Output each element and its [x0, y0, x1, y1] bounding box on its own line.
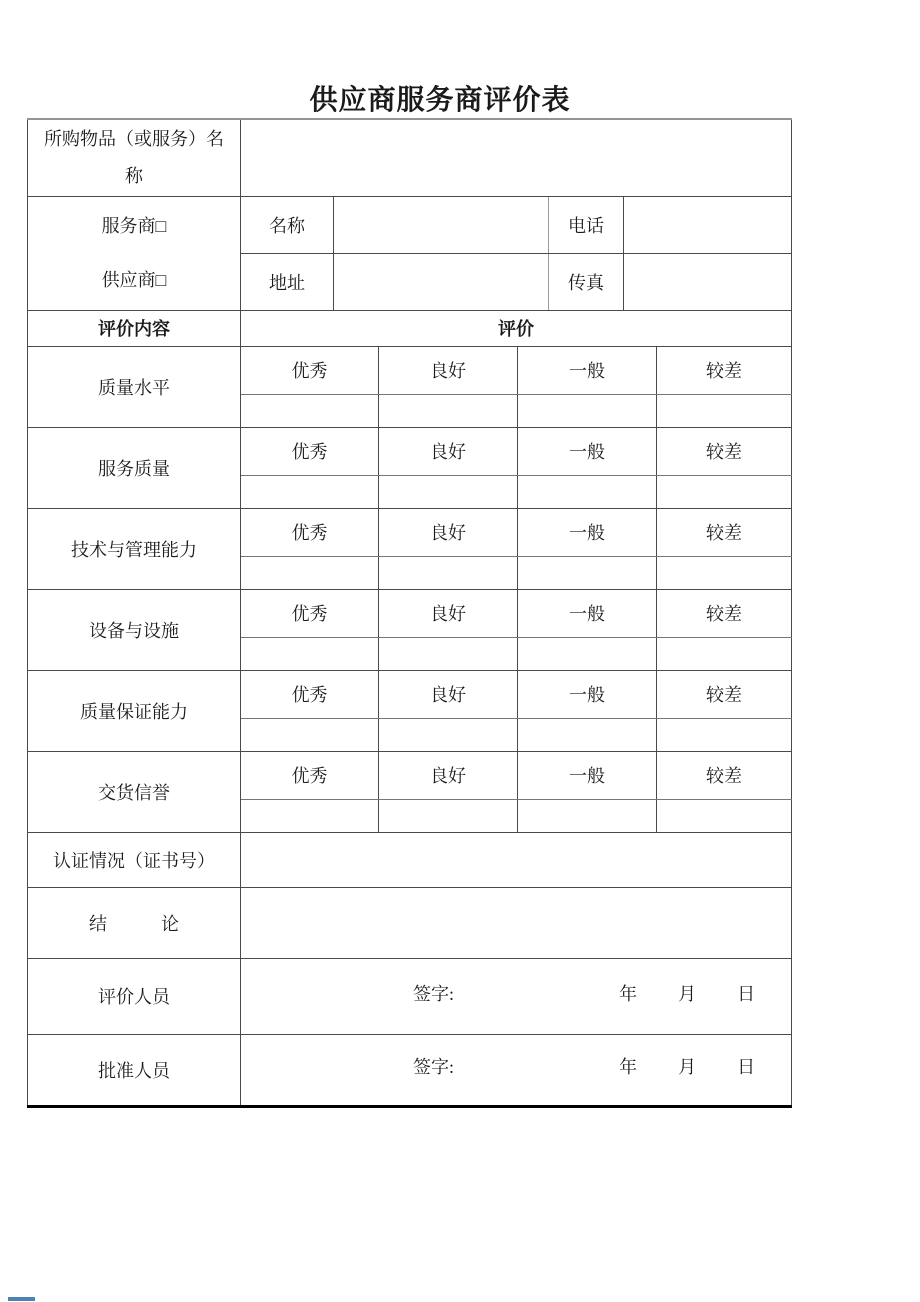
- eval-content-header: 评价内容: [28, 310, 241, 346]
- rating-mark-cell[interactable]: [241, 637, 379, 670]
- rating-mark-cell[interactable]: [379, 556, 518, 589]
- approver-sign-line: [241, 1053, 791, 1086]
- evaluator-sign-area[interactable]: [241, 958, 792, 1034]
- service-provider-checkbox-label[interactable]: 服务商□: [101, 216, 167, 236]
- rating-option-good[interactable]: 良好: [379, 346, 518, 394]
- month-label: 月: [678, 983, 697, 1004]
- provider-type-cell[interactable]: [28, 196, 241, 310]
- rating-option-average[interactable]: 一般: [518, 346, 657, 394]
- rating-mark-cell[interactable]: [241, 475, 379, 508]
- criterion-label-quality-level: 质量水平: [28, 346, 241, 427]
- rating-mark-cell[interactable]: [657, 394, 792, 427]
- rating-mark-cell[interactable]: [379, 394, 518, 427]
- rating-mark-cell[interactable]: [657, 556, 792, 589]
- rating-mark-cell[interactable]: [241, 556, 379, 589]
- sign-label: 签字:: [413, 1057, 455, 1077]
- supplier-checkbox-label[interactable]: 供应商□: [101, 270, 167, 290]
- name-label: 名称: [241, 196, 334, 253]
- rating-option-poor[interactable]: 较差: [657, 508, 792, 556]
- rating-option-excellent[interactable]: 优秀: [241, 670, 379, 718]
- rating-option-average[interactable]: 一般: [518, 751, 657, 799]
- rating-option-excellent[interactable]: 优秀: [241, 589, 379, 637]
- provider-name-phone-row: [28, 196, 792, 253]
- sign-label: 签字:: [413, 983, 455, 1004]
- fax-value-cell[interactable]: [624, 253, 792, 310]
- rating-mark-cell[interactable]: [379, 475, 518, 508]
- rating-option-excellent[interactable]: 优秀: [241, 427, 379, 475]
- criterion-row: [28, 427, 792, 475]
- rating-mark-cell[interactable]: [241, 718, 379, 751]
- conclusion-row: [28, 887, 792, 958]
- rating-option-poor[interactable]: 较差: [657, 427, 792, 475]
- evaluator-sign-line: [241, 980, 791, 1013]
- criterion-label-equipment-facilities: 设备与设施: [28, 589, 241, 670]
- rating-option-excellent[interactable]: 优秀: [241, 346, 379, 394]
- approver-row: [28, 1034, 792, 1106]
- rating-mark-cell[interactable]: [657, 637, 792, 670]
- rating-mark-cell[interactable]: [241, 799, 379, 832]
- rating-mark-cell[interactable]: [518, 394, 657, 427]
- form-title: 供应商服务商评价表: [309, 85, 571, 116]
- evaluator-label: 评价人员: [28, 958, 241, 1034]
- eval-header: 评价: [241, 310, 792, 346]
- rating-option-good[interactable]: 良好: [379, 670, 518, 718]
- purchased-item-value-cell[interactable]: [241, 119, 792, 196]
- rating-option-good[interactable]: 良好: [379, 508, 518, 556]
- certification-value-cell[interactable]: [241, 832, 792, 887]
- page-edge-artifact: [8, 1297, 35, 1301]
- rating-option-good[interactable]: 良好: [379, 427, 518, 475]
- purchased-item-row: [28, 119, 792, 196]
- certification-row: [28, 832, 792, 887]
- rating-mark-cell[interactable]: [518, 475, 657, 508]
- rating-option-average[interactable]: 一般: [518, 508, 657, 556]
- rating-option-good[interactable]: 良好: [379, 589, 518, 637]
- rating-mark-cell[interactable]: [657, 799, 792, 832]
- rating-mark-cell[interactable]: [379, 718, 518, 751]
- rating-option-average[interactable]: 一般: [518, 427, 657, 475]
- approver-sign-area[interactable]: [241, 1034, 792, 1106]
- year-label: 年: [619, 983, 638, 1004]
- rating-option-excellent[interactable]: 优秀: [241, 508, 379, 556]
- evaluation-table: [27, 118, 792, 1108]
- certification-label: 认证情况（证书号）: [28, 832, 241, 887]
- purchased-item-label: 所购物品（或服务）名称: [28, 119, 241, 196]
- day-label: 日: [737, 1057, 756, 1077]
- criterion-label-delivery-reputation: 交货信誉: [28, 751, 241, 832]
- address-label: 地址: [241, 253, 334, 310]
- address-value-cell[interactable]: [334, 253, 549, 310]
- name-value-cell[interactable]: [334, 196, 549, 253]
- rating-option-good[interactable]: 良好: [379, 751, 518, 799]
- criterion-row: [28, 670, 792, 718]
- conclusion-label: 结 论: [28, 887, 241, 958]
- rating-option-average[interactable]: 一般: [518, 670, 657, 718]
- rating-mark-cell[interactable]: [241, 394, 379, 427]
- approver-label: 批准人员: [28, 1034, 241, 1106]
- criterion-row: [28, 508, 792, 556]
- rating-mark-cell[interactable]: [518, 799, 657, 832]
- rating-mark-cell[interactable]: [379, 637, 518, 670]
- rating-option-poor[interactable]: 较差: [657, 589, 792, 637]
- rating-mark-cell[interactable]: [657, 718, 792, 751]
- evaluation-header-row: [28, 310, 792, 346]
- rating-option-average[interactable]: 一般: [518, 589, 657, 637]
- criterion-row: [28, 751, 792, 799]
- rating-mark-cell[interactable]: [518, 556, 657, 589]
- rating-mark-cell[interactable]: [657, 475, 792, 508]
- rating-mark-cell[interactable]: [518, 637, 657, 670]
- month-label: 月: [678, 1057, 697, 1077]
- criterion-label-tech-management: 技术与管理能力: [28, 508, 241, 589]
- criterion-row: [28, 346, 792, 394]
- fax-label: 传真: [549, 253, 624, 310]
- rating-option-excellent[interactable]: 优秀: [241, 751, 379, 799]
- rating-option-poor[interactable]: 较差: [657, 346, 792, 394]
- rating-mark-cell[interactable]: [379, 799, 518, 832]
- day-label: 日: [737, 983, 756, 1004]
- criterion-row: [28, 589, 792, 637]
- phone-value-cell[interactable]: [624, 196, 792, 253]
- year-label: 年: [619, 1057, 638, 1077]
- rating-option-poor[interactable]: 较差: [657, 670, 792, 718]
- criterion-label-service-quality: 服务质量: [28, 427, 241, 508]
- evaluator-row: [28, 958, 792, 1034]
- conclusion-value-cell[interactable]: [241, 887, 792, 958]
- phone-label: 电话: [549, 196, 624, 253]
- criterion-label-quality-assurance: 质量保证能力: [28, 670, 241, 751]
- rating-mark-cell[interactable]: [518, 718, 657, 751]
- rating-option-poor[interactable]: 较差: [657, 751, 792, 799]
